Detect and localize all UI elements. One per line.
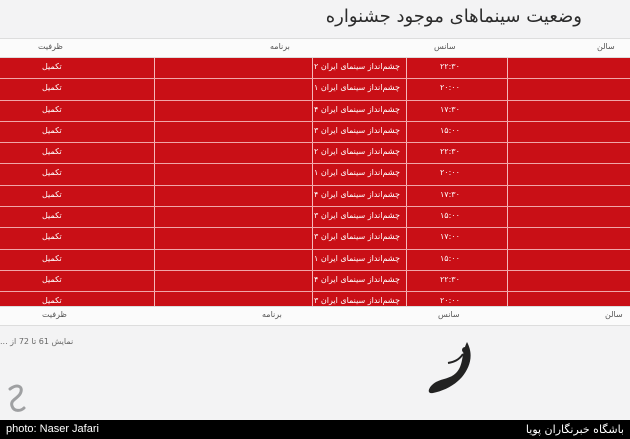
capacity-status-cell: تکمیل (42, 147, 62, 157)
capacity-status-cell: تکمیل (42, 189, 62, 199)
showtime-cell: ۱۷:۳۰ (440, 104, 460, 114)
showtime-cell: ۲۲:۳۰ (440, 147, 460, 157)
column-separator (312, 271, 313, 291)
table-row[interactable] (0, 228, 630, 249)
program-cell: چشم‌انداز سینمای ایران ۴ (314, 104, 400, 114)
table-row[interactable] (0, 207, 630, 228)
column-separator (154, 164, 155, 184)
column-separator (406, 228, 407, 248)
table-row[interactable] (0, 122, 630, 143)
capacity-status-cell: تکمیل (42, 232, 62, 242)
column-separator (154, 250, 155, 270)
watermark-icon (6, 381, 28, 415)
column-separator (406, 186, 407, 206)
table-row[interactable] (0, 143, 630, 164)
table-row[interactable] (0, 58, 630, 79)
program-cell: چشم‌انداز سینمای ایران ۱ (314, 83, 400, 93)
column-separator (507, 250, 508, 270)
table-row[interactable] (0, 79, 630, 100)
column-separator (154, 143, 155, 163)
program-cell: چشم‌انداز سینمای ایران ۲ (314, 147, 400, 157)
column-separator (312, 228, 313, 248)
capacity-status-cell: تکمیل (42, 125, 62, 135)
column-separator (154, 79, 155, 99)
column-separator (312, 143, 313, 163)
header-salon: سالن (597, 42, 615, 51)
column-separator (154, 186, 155, 206)
program-cell: چشم‌انداز سینمای ایران ۴ (314, 274, 400, 284)
column-separator (406, 79, 407, 99)
showtime-cell: ۲۲:۳۰ (440, 62, 460, 71)
column-separator (312, 79, 313, 99)
column-separator (312, 186, 313, 206)
column-separator (507, 101, 508, 121)
showtime-cell: ۱۷:۰۰ (440, 232, 460, 242)
program-cell: چشم‌انداز سینمای ایران ۴ (314, 189, 400, 199)
showtime-cell: ۲۲:۳۰ (440, 274, 460, 284)
column-separator (406, 164, 407, 184)
footer-header-sans: سانس (438, 310, 460, 319)
column-separator (406, 271, 407, 291)
column-separator (154, 101, 155, 121)
showtime-cell: ۲۰:۰۰ (440, 83, 460, 93)
festival-logo-icon (415, 336, 485, 398)
table-header (0, 38, 630, 58)
table-row[interactable] (0, 271, 630, 292)
column-separator (154, 271, 155, 291)
column-separator (507, 58, 508, 78)
table-row[interactable] (0, 186, 630, 207)
column-separator (507, 207, 508, 227)
column-separator (507, 122, 508, 142)
column-separator (312, 250, 313, 270)
column-separator (406, 101, 407, 121)
table-row[interactable] (0, 164, 630, 185)
column-separator (154, 58, 155, 78)
table-row[interactable] (0, 101, 630, 122)
credit-bar (0, 420, 630, 439)
footer-header-program: برنامه (262, 310, 282, 319)
capacity-status-cell: تکمیل (42, 83, 62, 93)
column-separator (507, 79, 508, 99)
brand-label: باشگاه خبرنگاران پویا (525, 423, 624, 436)
footer-header-capacity: ظرفیت (42, 310, 67, 319)
showtime-cell: ۱۷:۳۰ (440, 189, 460, 199)
showtime-cell: ۱۵:۰۰ (440, 125, 460, 135)
capacity-status-cell: تکمیل (42, 62, 62, 71)
capacity-status-cell: تکمیل (42, 274, 62, 284)
capacity-status-cell: تکمیل (42, 211, 62, 221)
table-footer-header (0, 306, 630, 326)
column-separator (406, 58, 407, 78)
header-capacity: ظرفیت (38, 42, 63, 51)
program-cell: چشم‌انداز سینمای ایران ۲ (314, 62, 400, 71)
capacity-status-cell: تکمیل (42, 296, 62, 306)
program-cell: چشم‌انداز سینمای ایران ۳ (314, 232, 400, 242)
column-separator (507, 143, 508, 163)
capacity-status-cell: تکمیل (42, 168, 62, 178)
header-program: برنامه (270, 42, 290, 51)
program-cell: چشم‌انداز سینمای ایران ۱ (314, 253, 400, 263)
page-title: وضعیت سینماهای موجود جشنواره (325, 6, 582, 27)
footer-header-salon: سالن (605, 310, 623, 319)
program-cell: چشم‌انداز سینمای ایران ۱ (314, 168, 400, 178)
showtime-cell: ۱۵:۰۰ (440, 253, 460, 263)
program-cell: چشم‌انداز سینمای ایران ۳ (314, 211, 400, 221)
column-separator (154, 228, 155, 248)
schedule-table (0, 58, 630, 314)
table-row[interactable] (0, 250, 630, 271)
column-separator (312, 58, 313, 78)
column-separator (312, 164, 313, 184)
column-separator (406, 143, 407, 163)
column-separator (312, 207, 313, 227)
column-separator (507, 186, 508, 206)
column-separator (312, 101, 313, 121)
column-separator (406, 122, 407, 142)
column-separator (406, 207, 407, 227)
column-separator (154, 207, 155, 227)
capacity-status-cell: تکمیل (42, 253, 62, 263)
pagination-note: نمایش 61 تا 72 از ... (0, 337, 74, 346)
showtime-cell: ۲۰:۰۰ (440, 168, 460, 178)
column-separator (406, 250, 407, 270)
showtime-cell: ۱۵:۰۰ (440, 211, 460, 221)
column-separator (507, 271, 508, 291)
header-sans: سانس (434, 42, 456, 51)
column-separator (507, 228, 508, 248)
column-separator (507, 164, 508, 184)
column-separator (312, 122, 313, 142)
photo-credit: photo: Naser Jafari (6, 423, 99, 435)
program-cell: چشم‌انداز سینمای ایران ۳ (314, 296, 400, 306)
column-separator (154, 122, 155, 142)
showtime-cell: ۲۰:۰۰ (440, 296, 460, 306)
program-cell: چشم‌انداز سینمای ایران ۳ (314, 125, 400, 135)
capacity-status-cell: تکمیل (42, 104, 62, 114)
